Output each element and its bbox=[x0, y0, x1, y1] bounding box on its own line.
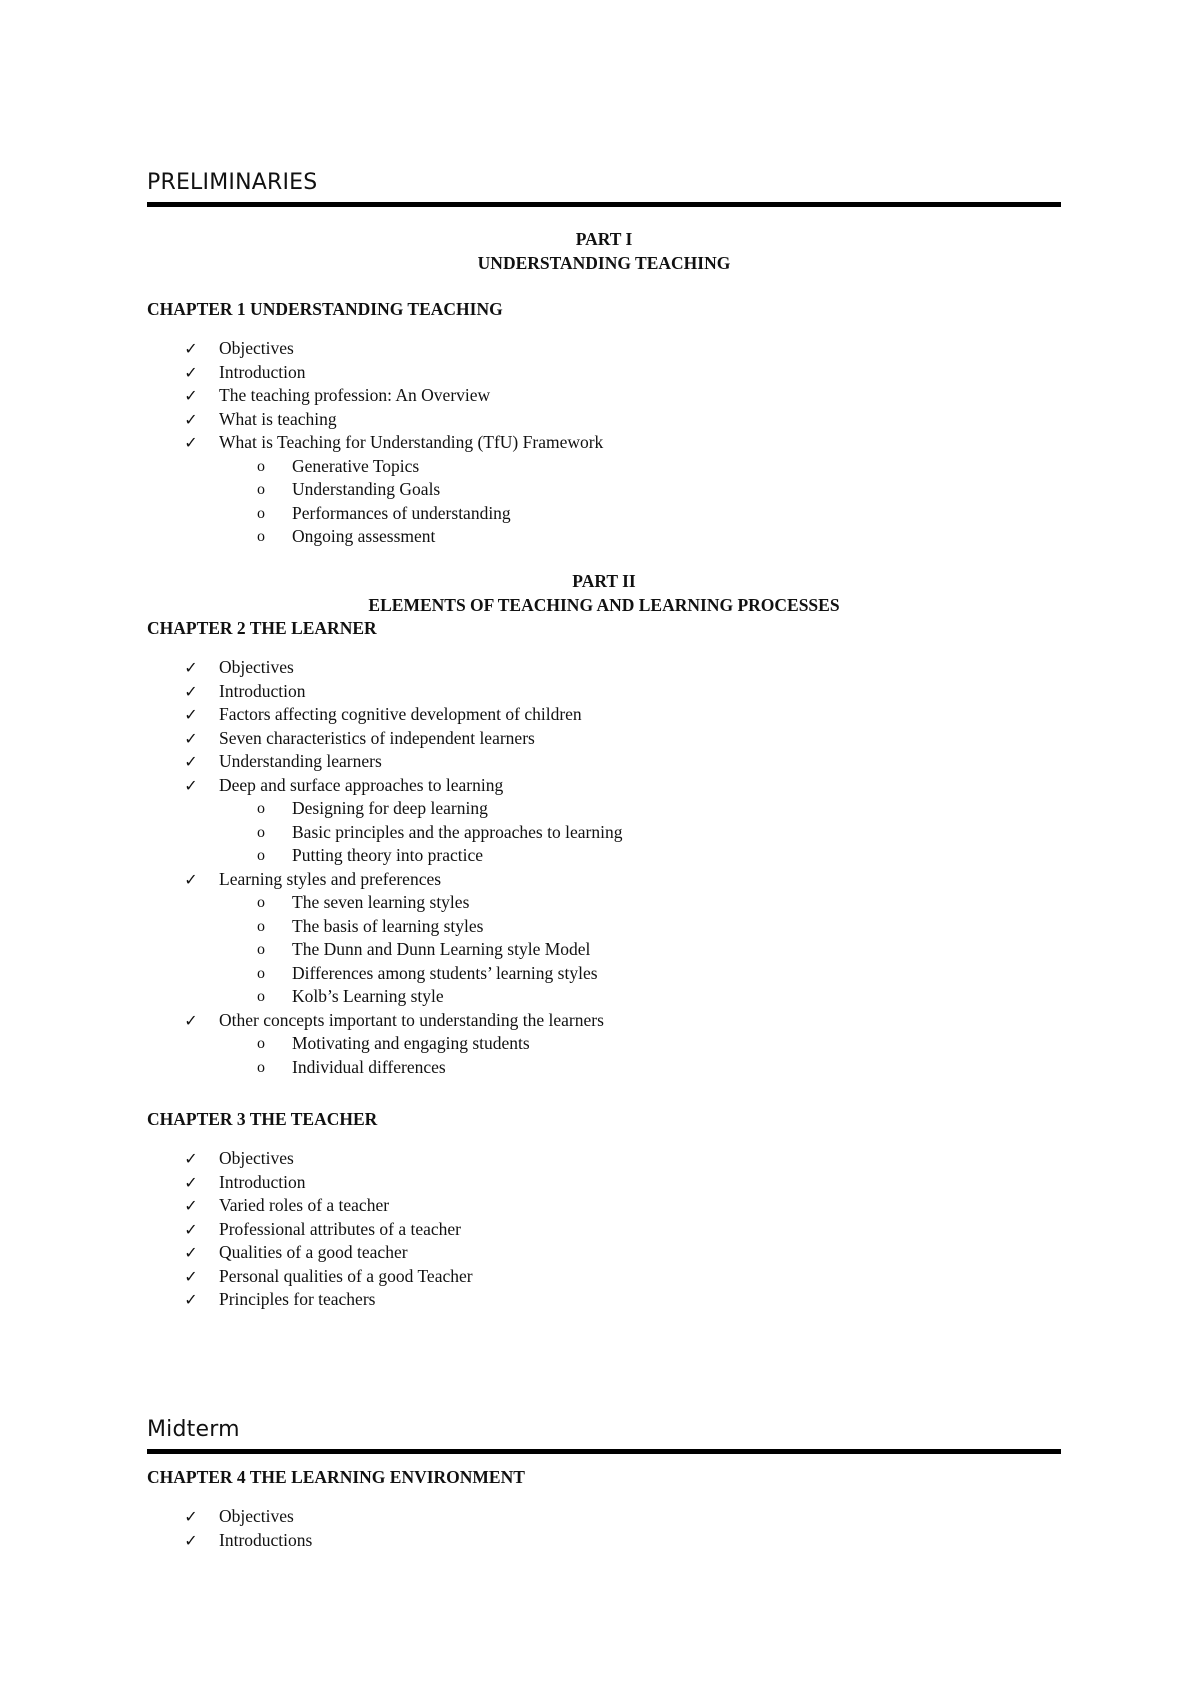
hollow-bullet-icon: o bbox=[257, 847, 265, 864]
part-label: PART II bbox=[572, 571, 636, 591]
checkmark-icon: ✓ bbox=[184, 658, 198, 677]
hollow-bullet-icon: o bbox=[257, 800, 265, 817]
outline-item-text: Introductions bbox=[219, 1529, 313, 1550]
hollow-bullet-icon: o bbox=[257, 894, 265, 911]
outline-item-text: Understanding Goals bbox=[292, 479, 441, 499]
outline-item-text: Designing for deep learning bbox=[292, 798, 488, 818]
outline-item-text: Factors affecting cognitive development of children bbox=[219, 704, 582, 724]
hollow-bullet-icon: o bbox=[257, 941, 265, 958]
checkmark-icon: ✓ bbox=[184, 1290, 198, 1309]
hollow-bullet-icon: o bbox=[257, 917, 265, 935]
checkmark-icon: ✓ bbox=[184, 752, 198, 771]
hollow-bullet-icon: o bbox=[257, 457, 265, 475]
outline-item-text: The Dunn and Dunn Learning style Model bbox=[292, 939, 591, 959]
outline-item-text: Objectives bbox=[219, 338, 294, 358]
checkmark-icon: ✓ bbox=[184, 1149, 198, 1168]
section-rule bbox=[147, 1449, 1061, 1454]
outline-item-text: Objectives bbox=[219, 657, 294, 677]
outline-item-text: Performances of understanding bbox=[292, 502, 511, 523]
outline-item-text: Qualities of a good teacher bbox=[219, 1242, 408, 1262]
part-label: PART I bbox=[575, 229, 633, 249]
section-title: Midterm bbox=[147, 1417, 240, 1442]
outline-item-text: Introduction bbox=[219, 680, 306, 701]
outline-item-text: Differences among students’ learning styles bbox=[292, 962, 598, 983]
chapter-1-title: CHAPTER 1 UNDERSTANDING TEACHING bbox=[147, 299, 503, 319]
hollow-bullet-icon: o bbox=[257, 481, 265, 498]
outline-item-text: The basis of learning styles bbox=[292, 915, 484, 936]
part-title: UNDERSTANDING TEACHING bbox=[477, 253, 731, 273]
outline-item-text: Seven characteristics of independent learners bbox=[219, 727, 535, 748]
part-1-heading bbox=[147, 227, 1061, 275]
checkmark-icon: ✓ bbox=[184, 728, 198, 748]
part-2-heading bbox=[147, 569, 1061, 617]
part-title: ELEMENTS OF TEACHING AND LEARNING PROCESSES bbox=[368, 595, 840, 615]
chapter-2-title: CHAPTER 2 THE LEARNER bbox=[147, 618, 377, 638]
chapter-3-title: CHAPTER 3 THE TEACHER bbox=[147, 1109, 378, 1129]
outline-item-text: Basic principles and the approaches to learning bbox=[292, 821, 623, 842]
outline-item-text: Varied roles of a teacher bbox=[219, 1195, 390, 1215]
chapter-4-title: CHAPTER 4 THE LEARNING ENVIRONMENT bbox=[147, 1467, 525, 1487]
outline-item-text: Understanding learners bbox=[219, 751, 382, 771]
outline-item-text: Ongoing assessment bbox=[292, 526, 436, 546]
checkmark-icon: ✓ bbox=[184, 1196, 198, 1215]
checkmark-icon: ✓ bbox=[184, 1219, 198, 1239]
checkmark-icon: ✓ bbox=[184, 362, 198, 382]
outline-item-text: Kolb’s Learning style bbox=[292, 986, 444, 1006]
outline-item-text: Deep and surface approaches to learning bbox=[219, 774, 504, 795]
hollow-bullet-icon: o bbox=[257, 988, 265, 1005]
checkmark-icon: ✓ bbox=[184, 1010, 198, 1030]
outline-item-text: Motivating and engaging students bbox=[292, 1033, 530, 1053]
outline-item-text: What is Teaching for Understanding (TfU) Framework bbox=[219, 432, 604, 452]
outline-item-text: What is teaching bbox=[219, 408, 337, 429]
outline-item-text: The teaching profession: An Overview bbox=[219, 385, 491, 405]
outline-item-text: Principles for teachers bbox=[219, 1289, 376, 1309]
checkmark-icon: ✓ bbox=[184, 705, 198, 724]
outline-item-text: The seven learning styles bbox=[292, 892, 470, 912]
checkmark-icon: ✓ bbox=[184, 409, 198, 429]
outline-item-text: Generative Topics bbox=[292, 455, 420, 476]
checkmark-icon: ✓ bbox=[184, 1172, 198, 1192]
hollow-bullet-icon: o bbox=[257, 504, 265, 522]
section-title: PRELIMINARIES bbox=[147, 170, 318, 195]
section-midterm bbox=[147, 1417, 1061, 1454]
outline-item-text: Introduction bbox=[219, 1171, 306, 1192]
section-preliminaries bbox=[147, 170, 1061, 207]
outline-item-text: Putting theory into practice bbox=[292, 845, 483, 865]
hollow-bullet-icon: o bbox=[257, 1058, 265, 1076]
checkmark-icon: ✓ bbox=[184, 433, 198, 452]
checkmark-icon: ✓ bbox=[184, 1507, 198, 1526]
outline-item-text: Personal qualities of a good Teacher bbox=[219, 1265, 473, 1286]
hollow-bullet-icon: o bbox=[257, 823, 265, 841]
checkmark-icon: ✓ bbox=[184, 1266, 198, 1286]
hollow-bullet-icon: o bbox=[257, 528, 265, 545]
hollow-bullet-icon: o bbox=[257, 1035, 265, 1052]
outline-item-text: Other concepts important to understanding the learners bbox=[219, 1009, 604, 1030]
checkmark-icon: ✓ bbox=[184, 386, 198, 405]
checkmark-icon: ✓ bbox=[184, 1243, 198, 1262]
outline-item-text: Objectives bbox=[219, 1148, 294, 1168]
checkmark-icon: ✓ bbox=[184, 1530, 198, 1550]
outline-item-text: Introduction bbox=[219, 361, 306, 382]
hollow-bullet-icon: o bbox=[257, 964, 265, 982]
checkmark-icon: ✓ bbox=[184, 339, 198, 358]
outline-item-text: Professional attributes of a teacher bbox=[219, 1218, 461, 1239]
checkmark-icon: ✓ bbox=[184, 869, 198, 889]
checkmark-icon: ✓ bbox=[184, 775, 198, 795]
outline-item-text: Objectives bbox=[219, 1506, 294, 1526]
outline-item-text: Learning styles and preferences bbox=[219, 868, 442, 889]
section-rule bbox=[147, 202, 1061, 207]
checkmark-icon: ✓ bbox=[184, 681, 198, 701]
outline-item-text: Individual differences bbox=[292, 1056, 446, 1077]
